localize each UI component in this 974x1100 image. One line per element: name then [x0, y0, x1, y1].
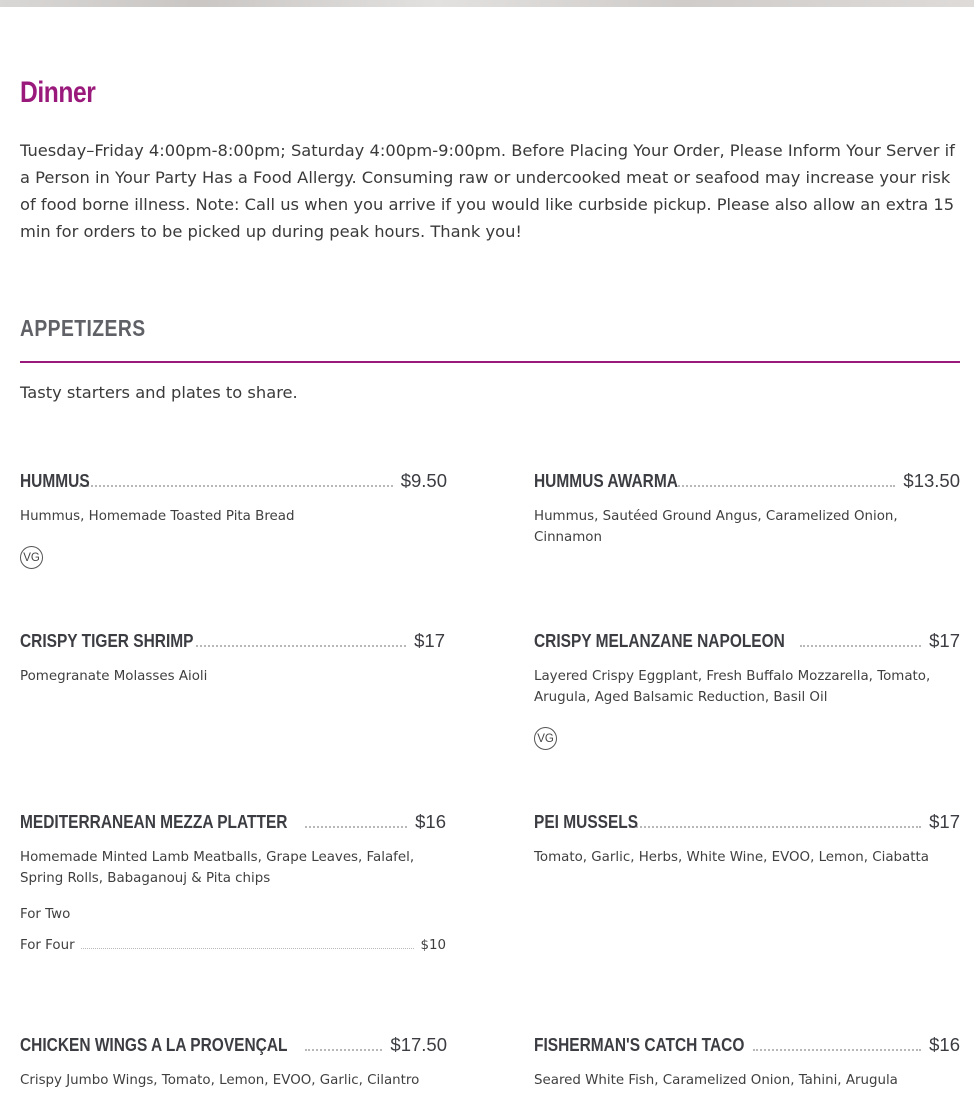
menu-item-name: MEDITERRANEAN MEZZA PLATTER: [20, 812, 288, 832]
menu-item: [534, 470, 960, 548]
dotted-leader: [629, 814, 921, 828]
page-title: Dinner: [20, 76, 96, 109]
menu-item: [20, 470, 447, 569]
option-label: For Four: [20, 938, 75, 953]
menu-item-name: CRISPY TIGER SHRIMP: [20, 631, 194, 651]
menu-item-description: Homemade Minted Lamb Meatballs, Grape Leaves, Falafel, Spring Rolls, Babaganouj & Pita chips: [20, 850, 415, 886]
menu-item-price: $17.50: [390, 1034, 447, 1055]
menu-item-description: Pomegranate Molasses Aioli: [20, 669, 208, 684]
menu-intro-text: Tuesday–Friday 4:00pm-8:00pm; Saturday 4:00pm-9:00pm. Before Placing Your Order, Please Inform Your Server if a Person in Your Party Has a Food Allergy. Consuming raw or undercooked meat or seafood may increase your risk of food borne illness. Note: Call us when you arrive if you would like curbside pickup. Please also allow an extra 15 min for orders to be picked up during peak hours. Thank you!: [20, 141, 955, 241]
menu-item: [20, 630, 445, 687]
menu-item-price: $16: [929, 1034, 960, 1055]
menu-item-name: CRISPY MELANZANE NAPOLEON: [534, 631, 785, 651]
vegetarian-badge-icon: VG: [534, 727, 557, 750]
section-title: APPETIZERS: [20, 315, 146, 341]
header-image-strip: [0, 0, 974, 7]
menu-item-description: Tomato, Garlic, Herbs, White Wine, EVOO, Lemon, Ciabatta: [534, 850, 929, 865]
menu-item-description: Layered Crispy Eggplant, Fresh Buffalo Mozzarella, Tomato, Arugula, Aged Balsamic Reduction, Basil Oil: [534, 669, 931, 705]
menu-item: [534, 811, 960, 868]
menu-item-description: Hummus, Homemade Toasted Pita Bread: [20, 509, 295, 524]
dotted-leader: [305, 814, 407, 828]
menu-item-option: [20, 907, 446, 922]
menu-item: [20, 811, 446, 953]
menu-item-price: $17: [414, 630, 445, 651]
menu-item-price: $13.50: [903, 470, 960, 491]
vegetarian-badge-icon: VG: [20, 546, 43, 569]
dotted-leader: [75, 473, 393, 487]
menu-item-name: FISHERMAN'S CATCH TACO: [534, 1035, 745, 1055]
menu-item: [20, 1034, 447, 1091]
menu-item-name: HUMMUS AWARMA: [534, 471, 678, 491]
menu-item: [534, 630, 960, 750]
menu-item-description: Hummus, Sautéed Ground Angus, Caramelized Onion, Cinnamon: [534, 509, 898, 545]
menu-item-name: HUMMUS: [20, 471, 90, 491]
menu-item-name: PEI MUSSELS: [534, 812, 639, 832]
dotted-leader: [800, 633, 922, 647]
menu-item-description: Seared White Fish, Caramelized Onion, Tahini, Arugula: [534, 1073, 898, 1088]
menu-item-price: $16: [415, 811, 446, 832]
menu-item-description: Crispy Jumbo Wings, Tomato, Lemon, EVOO, Garlic, Cilantro: [20, 1073, 420, 1088]
menu-item-option: [20, 938, 446, 953]
dotted-leader: [81, 940, 415, 949]
dotted-leader: [305, 1037, 383, 1051]
section-divider: [20, 361, 960, 363]
option-price: $10: [420, 938, 446, 953]
option-label: For Two: [20, 907, 71, 922]
menu-item-price: $17: [929, 630, 960, 651]
menu-item-name: CHICKEN WINGS A LA PROVENÇAL: [20, 1035, 288, 1055]
menu-item-price: $17: [929, 811, 960, 832]
dotted-leader: [675, 473, 895, 487]
section-subtitle: Tasty starters and plates to share.: [20, 383, 298, 402]
menu-item: [534, 1034, 960, 1091]
menu-item-price: $9.50: [400, 470, 447, 491]
dotted-leader: [753, 1037, 922, 1051]
dotted-leader: [196, 633, 406, 647]
